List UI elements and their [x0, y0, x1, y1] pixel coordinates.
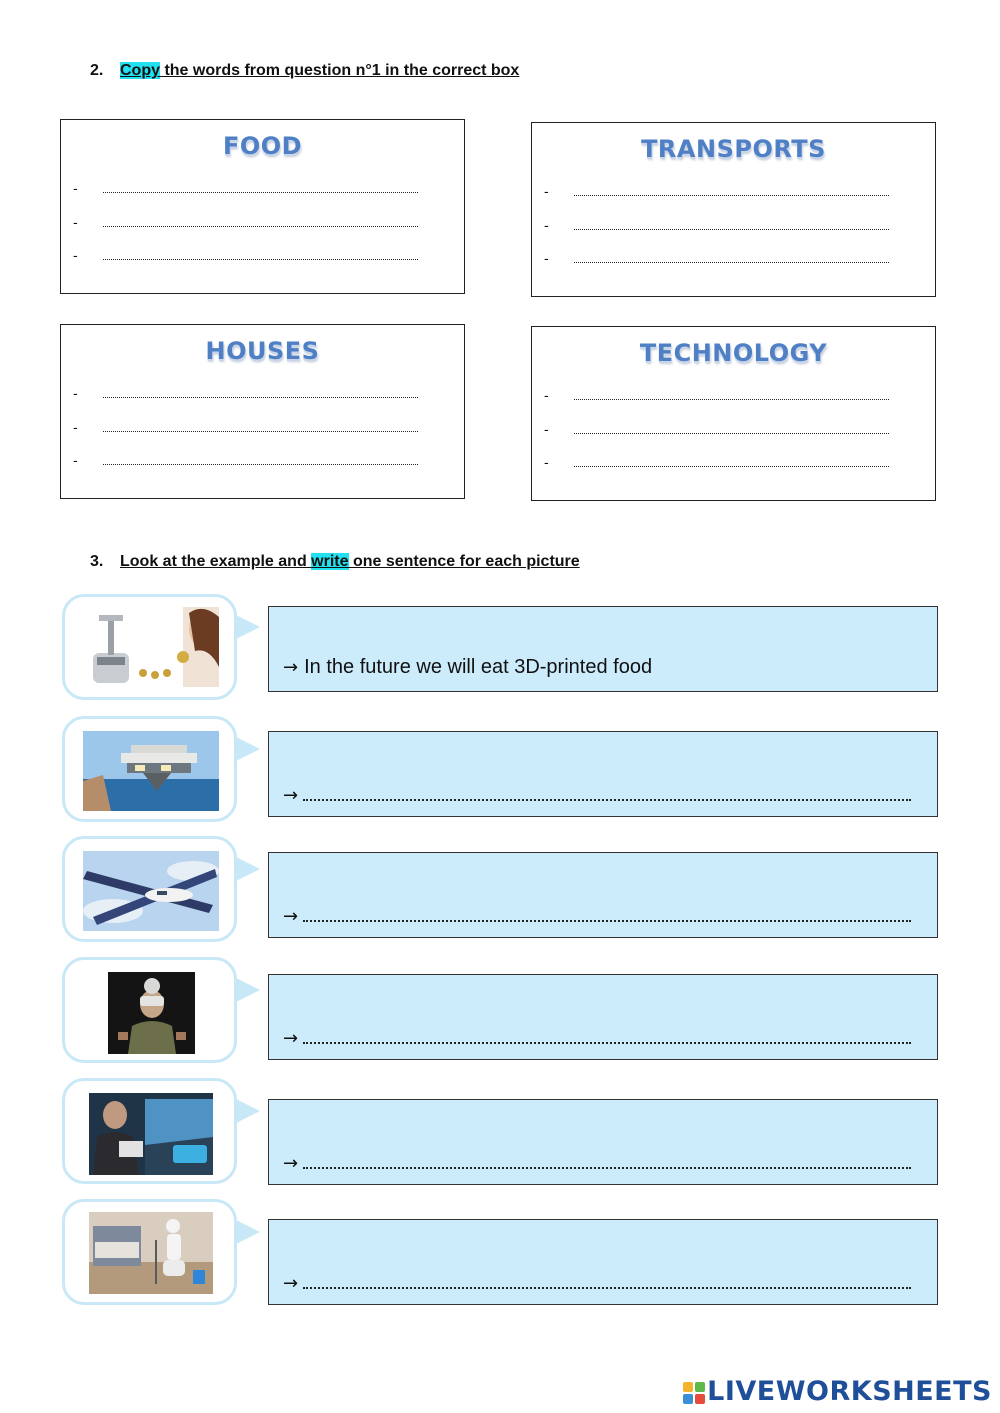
question-text: Look at the example and [120, 553, 312, 570]
highlighted-word: Copy [120, 62, 160, 79]
answer-box[interactable] [268, 852, 938, 938]
answer-line[interactable]: - [544, 250, 889, 266]
answer-line[interactable] [283, 906, 923, 927]
speech-bubble [62, 594, 237, 700]
transports-box [531, 122, 936, 297]
question-text: one sentence for each picture [348, 553, 580, 570]
arrow-icon: → [283, 1153, 299, 1174]
answer-line[interactable] [283, 785, 923, 806]
box-title: TRANSPORTS [641, 135, 826, 163]
answer-box[interactable] [268, 731, 938, 817]
liveworksheets-logo-icon [683, 1382, 705, 1404]
answer-line[interactable]: - [73, 180, 418, 196]
brand-name: LIVEWORKSHEETS [707, 1376, 992, 1407]
speech-bubble [62, 1199, 237, 1305]
brand-watermark [683, 1376, 992, 1407]
speech-bubble [62, 836, 237, 942]
household-robot-picture [89, 1212, 213, 1294]
box-title: FOOD [222, 132, 303, 160]
answer-line[interactable]: - [73, 452, 418, 468]
answer-line[interactable]: - [73, 419, 418, 435]
floating-house-picture [83, 731, 219, 811]
answer-line[interactable]: - [73, 247, 418, 263]
question-number: 3. [90, 553, 104, 570]
question-3-heading [90, 553, 580, 571]
technology-box [531, 326, 936, 501]
solar-plane-picture [83, 851, 219, 931]
arrow-icon: → [283, 657, 299, 678]
speech-bubble [62, 1078, 237, 1184]
box-title: HOUSES [205, 337, 320, 365]
arrow-icon: → [283, 906, 299, 927]
arrow-icon: → [283, 1273, 299, 1294]
answer-line[interactable]: - [73, 214, 418, 230]
question-2-heading [90, 62, 519, 80]
answer-line[interactable] [283, 1028, 923, 1049]
question-text: the words from question n°1 in the correct box [160, 62, 520, 79]
example-answer-box [268, 606, 938, 692]
answer-line[interactable]: - [544, 183, 889, 199]
answer-box[interactable] [268, 974, 938, 1060]
3d-food-printer-picture [83, 607, 219, 687]
vr-headset-picture [108, 972, 195, 1054]
answer-line[interactable]: - [544, 387, 889, 403]
box-title: TECHNOLOGY [639, 339, 828, 367]
highlighted-word: write [311, 553, 349, 570]
answer-line[interactable] [283, 1153, 923, 1174]
speech-bubble [62, 716, 237, 822]
answer-box[interactable] [268, 1099, 938, 1185]
answer-line[interactable]: - [73, 385, 418, 401]
speech-bubble [62, 957, 237, 1063]
question-number: 2. [90, 62, 104, 79]
houses-box [60, 324, 465, 499]
answer-line[interactable] [283, 1273, 923, 1294]
arrow-icon: → [283, 785, 299, 806]
answer-line[interactable]: - [544, 217, 889, 233]
self-driving-car-picture [89, 1093, 213, 1175]
answer-box[interactable] [268, 1219, 938, 1305]
food-box [60, 119, 465, 294]
answer-line[interactable]: - [544, 421, 889, 437]
arrow-icon: → [283, 1028, 299, 1049]
example-answer: → In the future we will eat 3D-printed food [283, 656, 653, 678]
answer-line[interactable]: - [544, 454, 889, 470]
